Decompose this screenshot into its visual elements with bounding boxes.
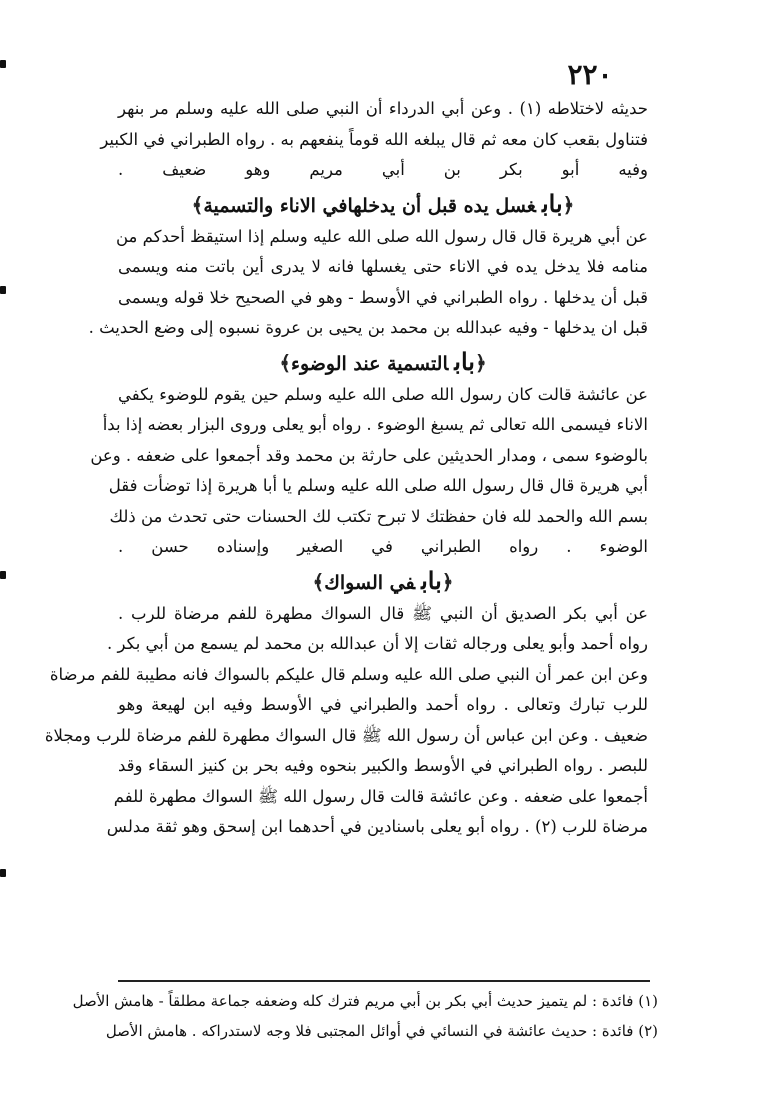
text-line: وعن ابن عمر أن النبي صلى الله عليه وسلم قال عليكم بالسواك فانه مطيبة للفم مرضاة	[49, 664, 648, 684]
chapter-heading	[118, 344, 648, 380]
text-line: أجمعوا على ضعفه . وعن عائشة قالت قال رسول الله ﷺ السواك مطهرة للفم	[113, 786, 648, 806]
heading-bracket-close: ﴾	[191, 192, 204, 217]
heading-bracket-open: ﴿	[474, 350, 487, 375]
main-text	[44, 94, 648, 843]
heading-bracket-open: ﴿	[562, 192, 575, 217]
text-line: فتناول بقعب كان معه ثم قال يبلغه الله قوماً ينفعهم به . رواه الطبراني في الكبير	[100, 129, 648, 149]
text-line: مرضاة للرب (٢) . رواه أبو يعلى باسنادين في أحدهما ابن إسحق وهو ثقة مدلس	[106, 817, 648, 836]
text-line: للرب تبارك وتعالى . رواه أحمد والطبراني في الأوسط وفيه ابن لهيعة وهو	[118, 695, 648, 714]
chapter-label: باب	[421, 565, 442, 595]
scan-edge-mark	[0, 571, 6, 579]
text-line: أبي هريرة قال قال رسول الله صلى الله عليه وسلم يا أبا هريرة إذا توضأت فقل	[108, 476, 648, 495]
text-line: وفيه أبو بكر بن أبي مريم وهو ضعيف .	[118, 160, 648, 179]
heading-bracket-close: ﴾	[312, 569, 325, 594]
text-line: قبل ان يدخلها - وفيه عبدالله بن محمد بن يحيى بن عروة نسبوه إلى وضع الحديث .	[88, 318, 648, 337]
footnote-1: (١) فائدة : لم يتميز حديث أبي بكر بن أبي مريم فترك كله وضعفه جماعة مطلقاً - هامش الأصل	[72, 992, 658, 1010]
chapter-title: غسل يده قبل أن يدخلهافي الاناء والتسمية	[203, 194, 536, 217]
footnotes	[72, 986, 658, 1046]
scan-edge-mark	[0, 869, 6, 877]
text-line: للبصر . رواه الطبراني في الأوسط والكبير بنحوه وفيه بحر بن كنيز السقاء وقد	[118, 756, 648, 775]
footnote-separator	[118, 980, 650, 982]
scan-edge-mark	[0, 60, 6, 68]
chapter-title: التسمية عند الوضوء	[291, 352, 449, 375]
heading-bracket-open: ﴿	[441, 569, 454, 594]
page-number: ٢٢٠	[567, 58, 613, 91]
text-line: حديثه لاختلاطه (١) . وعن أبي الدرداء أن النبي صلى الله عليه وسلم مر بنهر	[118, 99, 648, 118]
chapter-label: باب	[454, 346, 475, 376]
text-line: عن عائشة قالت كان رسول الله صلى الله عليه وسلم حين يقوم للوضوء يكفي	[118, 384, 648, 404]
text-line: قبل أن يدخلها . رواه الطبراني في الأوسط - وهو في الصحيح خلا قوله ويسمى	[118, 287, 648, 307]
footnote-2: (٢) فائدة : حديث عائشة في النسائي في أوائل المجتبى فلا وجه لاستدراكه . هامش الأصل	[105, 1022, 658, 1040]
heading-bracket-close: ﴾	[279, 350, 292, 375]
scan-edge-mark	[0, 286, 6, 294]
chapter-heading	[118, 186, 648, 222]
text-line: عن أبي هريرة قال قال رسول الله صلى الله عليه وسلم إذا استيقظ أحدكم من	[115, 226, 648, 246]
text-line: الاناء فيسمى الله تعالى ثم يسبغ الوضوء . رواه أبو يعلى وروى البزار بعضه إذا بدأ	[102, 415, 648, 434]
chapter-label: باب	[541, 188, 563, 218]
chapter-heading	[118, 563, 648, 599]
text-line: منامه فلا يدخل يده في الاناء حتى يغسلها فانه لا يدرى أين باتت منه ويسمى	[118, 257, 648, 276]
text-line: بالوضوء سمى ، ومدار الحديثين على حارثة بن محمد وقد أجمعوا على ضعفه . وعن	[90, 445, 648, 465]
text-line: رواه أحمد وأبو يعلى ورجاله ثقات إلا أن عبدالله بن محمد لم يسمع من أبي بكر .	[106, 634, 648, 653]
text-line: عن أبي بكر الصديق أن النبي ﷺ قال السواك مطهرة للفم مرضاة للرب .	[118, 603, 648, 623]
text-line: بسم الله والحمد لله فان حفظتك لا تبرح تكتب لك الحسنات حتى تحدث من ذلك	[109, 506, 648, 526]
text-line: ضعيف . وعن ابن عباس أن رسول الله ﷺ قال السواك مطهرة للفم مرضاة للرب ومجلاة	[44, 725, 648, 745]
text-line: الوضوء . رواه الطبراني في الصغير وإسناده حسن .	[118, 537, 648, 556]
chapter-title: في السواك	[324, 571, 416, 594]
